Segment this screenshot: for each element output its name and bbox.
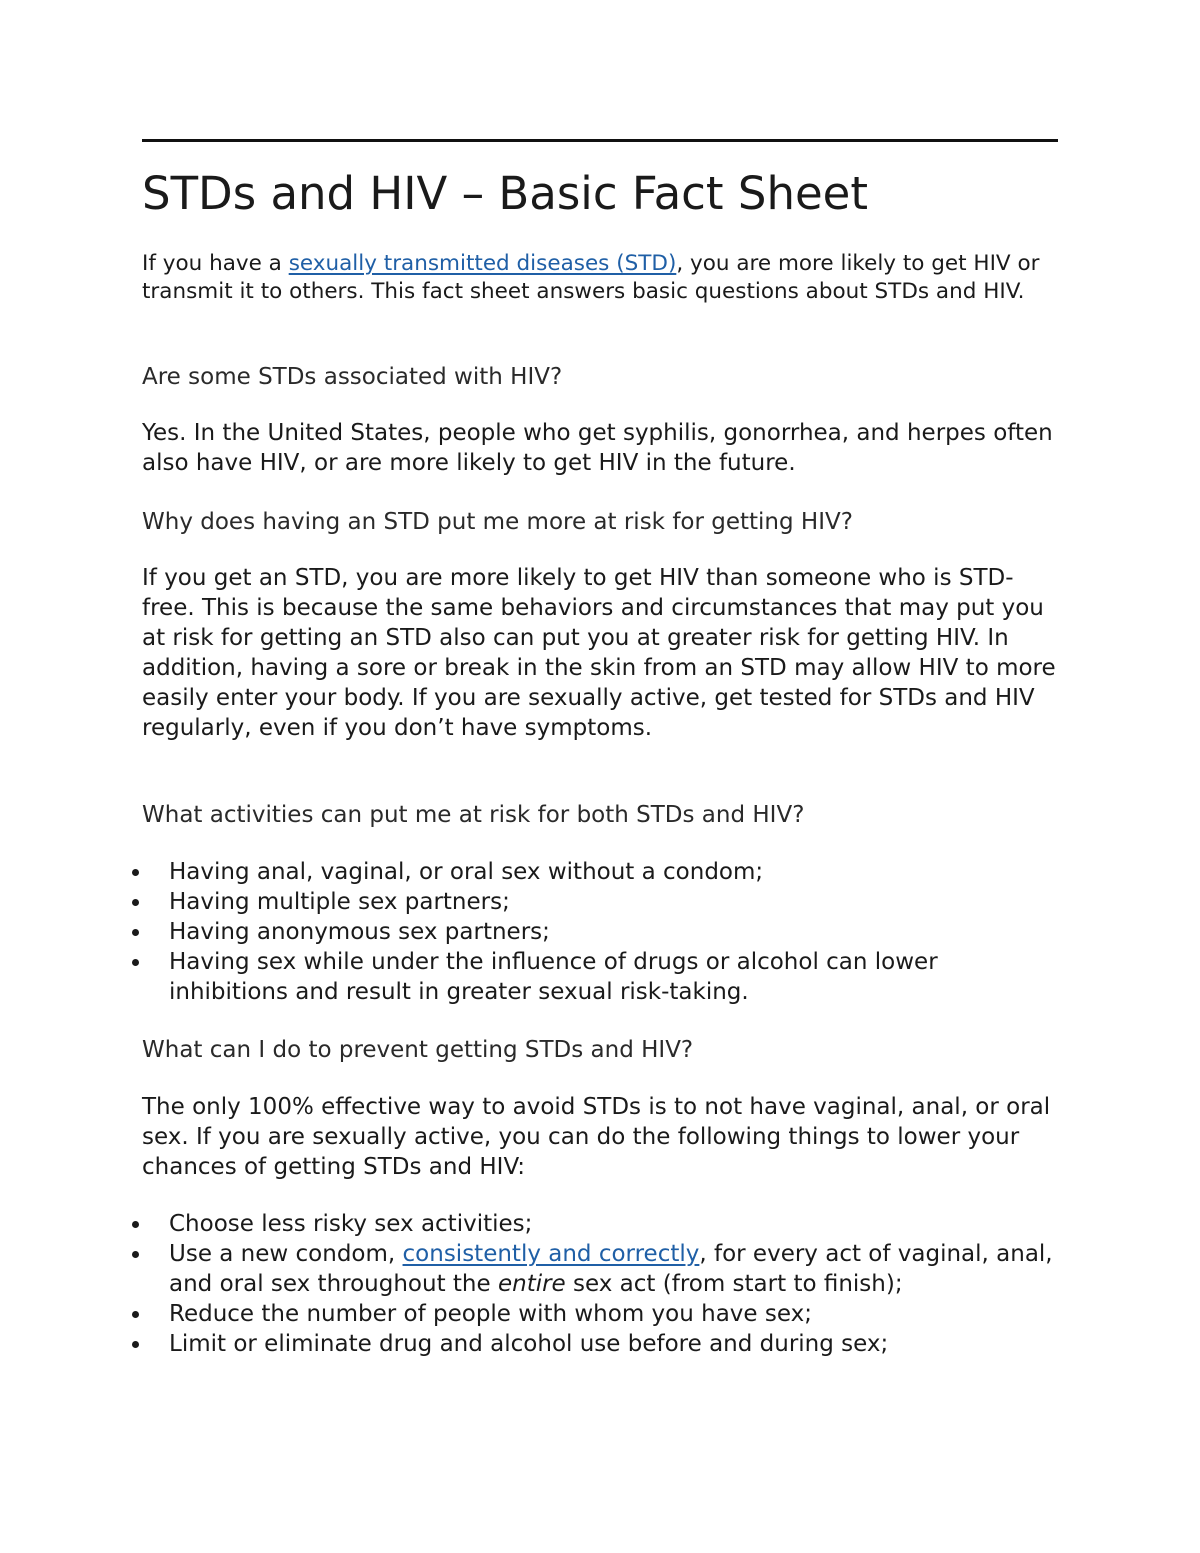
list-item <box>142 887 1058 917</box>
answer-paragraph-1: Yes. In the United States, people who get syphilis, gonorrhea, and herpes often also have HIV, or are more likely to get HIV in the future. <box>142 420 1053 476</box>
question-heading-1: Are some STDs associated with HIV? <box>142 364 563 390</box>
list-item-text: Choose less risky sex activities; <box>169 1211 533 1237</box>
list-item <box>142 947 1058 1007</box>
intro-text-after: , you are more likely to get HIV or transmit it to others. This fact sheet answers basic questions about STDs and HIV. <box>142 251 1040 304</box>
answer-paragraph-4: The only 100% effective way to avoid STDs is to not have vaginal, anal, or oral sex. If you are sexually active, you can do the following things to lower your chances of getting STDs and HIV: <box>142 1094 1051 1180</box>
bullet-icon <box>132 959 139 966</box>
bullet-icon <box>132 869 139 876</box>
list-item <box>142 1239 1058 1299</box>
list-item-text: Having multiple sex partners; <box>169 889 510 915</box>
list-item <box>142 1209 1058 1239</box>
bullet-icon <box>132 899 139 906</box>
emphasis-text: entire <box>497 1271 566 1297</box>
page-title: STDs and HIV – Basic Fact Sheet <box>142 167 868 220</box>
list-item-text: Having anonymous sex partners; <box>169 919 550 945</box>
list-item-text: Having anal, vaginal, or oral sex without a condom; <box>169 859 764 885</box>
bullet-icon <box>132 1221 139 1228</box>
answer-paragraph-2: If you get an STD, you are more likely to get HIV than someone who is STD-free. This is because the same behaviors and circumstances that may put you at risk for getting an STD also can put you at greater risk for getting HIV. In addition, having a sore or break in the skin from an STD may allow HIV to more easily enter your body. If you are sexually active, get tested for STDs and HIV regularly, even if you don’t have symptoms. <box>142 565 1056 741</box>
list-item <box>142 857 1058 887</box>
risk-activities-list <box>142 857 1058 1007</box>
list-item-text-mid: , for every act of vaginal, anal, and oral sex throughout the <box>169 1241 1053 1297</box>
question-heading-3: What activities can put me at risk for both STDs and HIV? <box>142 802 805 828</box>
list-item-text: Reduce the number of people with whom you have sex; <box>169 1301 812 1327</box>
list-item <box>142 1299 1058 1329</box>
list-item <box>142 917 1058 947</box>
bullet-icon <box>132 1311 139 1318</box>
prevention-list <box>142 1209 1058 1359</box>
question-heading-2: Why does having an STD put me more at risk for getting HIV? <box>142 509 853 535</box>
question-heading-4: What can I do to prevent getting STDs and HIV? <box>142 1037 694 1063</box>
bullet-icon <box>132 1251 139 1258</box>
list-item-text-start: Use a new condom, <box>169 1241 403 1267</box>
std-definition-link[interactable]: sexually transmitted diseases (STD) <box>288 251 677 276</box>
list-item <box>142 1329 1058 1359</box>
intro-text-before: If you have a <box>142 251 289 276</box>
top-horizontal-rule <box>142 139 1058 142</box>
list-item-text-end: sex act (from start to finish); <box>565 1271 903 1297</box>
intro-paragraph <box>142 250 1058 306</box>
list-item-text: Limit or eliminate drug and alcohol use before and during sex; <box>169 1331 889 1357</box>
condom-use-link[interactable]: consistently and correctly <box>402 1241 700 1267</box>
bullet-icon <box>132 929 139 936</box>
list-item-text: Having sex while under the influence of drugs or alcohol can lower inhibitions and result in greater sexual risk-taking. <box>169 949 938 1005</box>
bullet-icon <box>132 1341 139 1348</box>
